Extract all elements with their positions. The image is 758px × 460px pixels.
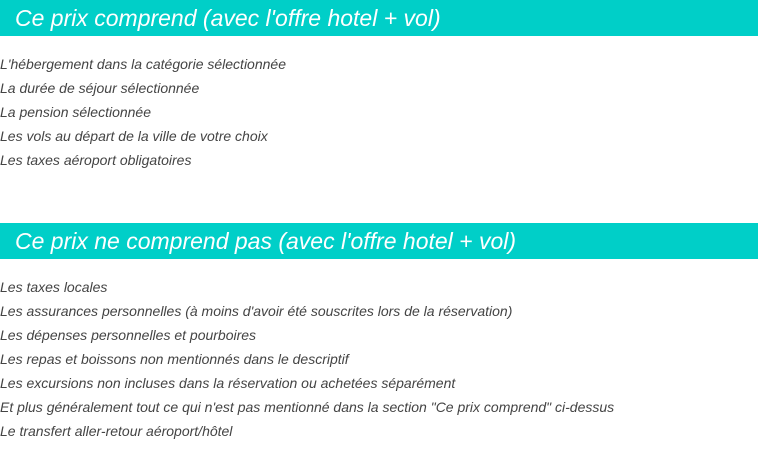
included-item: La durée de séjour sélectionnée <box>0 80 200 96</box>
excluded-item: Les assurances personnelles (à moins d'avoir été souscrites lors de la réservation) <box>0 303 513 319</box>
excluded-item: Les taxes locales <box>0 279 108 295</box>
included-section-header <box>0 0 758 36</box>
included-section-title: Ce prix comprend (avec l'offre hotel + vol) <box>15 5 441 31</box>
excluded-item: Les repas et boissons non mentionnés dans le descriptif <box>0 351 349 367</box>
included-item: Les taxes aéroport obligatoires <box>0 152 192 168</box>
excluded-item: Les excursions non incluses dans la réservation ou achetées séparément <box>0 375 456 391</box>
included-items-list <box>0 52 286 172</box>
excluded-item: Le transfert aller-retour aéroport/hôtel <box>0 423 233 439</box>
included-item: Les vols au départ de la ville de votre choix <box>0 128 268 144</box>
excluded-item: Et plus généralement tout ce qui n'est pas mentionné dans la section "Ce prix comprend" ci-dessus <box>0 399 615 415</box>
included-item: L'hébergement dans la catégorie sélectionnée <box>0 56 286 72</box>
excluded-section-title: Ce prix ne comprend pas (avec l'offre hotel + vol) <box>15 228 517 254</box>
excluded-item: Les dépenses personnelles et pourboires <box>0 327 257 343</box>
excluded-section-header <box>0 223 758 259</box>
excluded-items-list <box>0 275 614 443</box>
included-item: La pension sélectionnée <box>0 104 152 120</box>
